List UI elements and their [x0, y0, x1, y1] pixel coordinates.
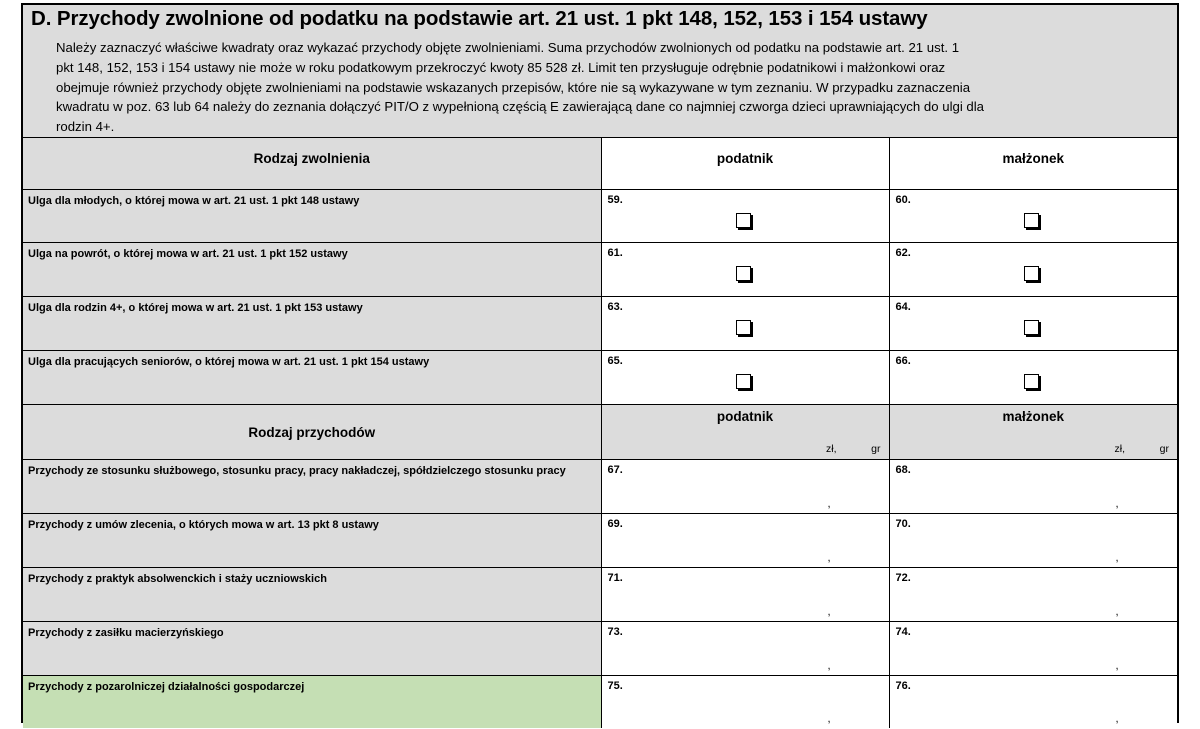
field-number: 62. [895, 247, 911, 259]
checkbox-62[interactable] [1024, 266, 1039, 281]
decimal-separator: , [827, 606, 831, 618]
income-label: Przychody ze stosunku służbowego, stosunku pracy, pracy nakładczej, spółdzielczego stosunku pracy [23, 460, 601, 514]
exemption-label: Ulga dla rodzin 4+, o której mowa w art. 21 ust. 1 pkt 153 ustawy [23, 297, 601, 351]
exemption-label: Ulga na powrót, o której mowa w art. 21 ust. 1 pkt 152 ustawy [23, 243, 601, 297]
checkbox-59[interactable] [736, 213, 751, 228]
incomes-header-row [23, 405, 1177, 460]
field-59 [601, 190, 889, 243]
section-d [21, 3, 1179, 723]
field-60 [889, 190, 1177, 243]
field-64 [889, 297, 1177, 351]
decimal-separator: , [827, 552, 831, 564]
description-line: Należy zaznaczyć właściwe kwadraty oraz wykazać przychody objęte zwolnieniami. Suma przychodów zwolnionych od podatku na podstawie art. 21 ust. 1 [56, 40, 960, 55]
spouse-header: małżonek [889, 138, 1177, 190]
spouse-header: małżonek zł, gr [889, 405, 1177, 460]
field-62 [889, 243, 1177, 297]
field-number: 68. [895, 464, 911, 476]
minor-currency-label: gr [1159, 443, 1169, 455]
income-type-header: Rodzaj przychodów [23, 405, 601, 460]
field-number: 67. [607, 464, 623, 476]
form-table [23, 137, 1177, 728]
decimal-separator: , [827, 498, 831, 510]
field-number: 69. [607, 518, 623, 530]
field-number: 60. [895, 194, 911, 206]
field-number: 72. [895, 572, 911, 584]
description-line: pkt 148, 152, 153 i 154 ustawy nie może w roku podatkowym przekroczyć kwoty 85 528 zł. Limit ten przysługuje odrębnie podatnikowi i małżonkowi oraz [56, 59, 946, 75]
minor-currency-label: gr [871, 443, 881, 455]
exemption-row [23, 351, 1177, 405]
checkbox-63[interactable] [736, 320, 751, 335]
decimal-separator: , [1115, 552, 1119, 564]
exemption-label: Ulga dla pracujących seniorów, o której mowa w art. 21 ust. 1 pkt 154 ustawy [23, 351, 601, 405]
checkbox-61[interactable] [736, 266, 751, 281]
field-number: 65. [607, 355, 623, 367]
checkbox-65[interactable] [736, 374, 751, 389]
field-61 [601, 243, 889, 297]
field-number: 76. [895, 680, 911, 692]
income-row [23, 514, 1177, 568]
amount-field-70[interactable] [889, 514, 1177, 568]
section-title: D. Przychody zwolnione od podatku na podstawie art. 21 ust. 1 pkt 148, 152, 153 i 154 ustawy [31, 7, 928, 30]
field-number: 71. [607, 572, 623, 584]
amount-field-72[interactable] [889, 568, 1177, 622]
description-line: rodzin 4+. [56, 119, 115, 135]
field-number: 59. [607, 194, 623, 206]
income-row [23, 676, 1177, 728]
field-number: 61. [607, 247, 623, 259]
decimal-separator: , [827, 712, 831, 725]
section-description [56, 38, 1156, 137]
field-number: 63. [607, 301, 623, 313]
field-number: 64. [895, 301, 911, 313]
amount-field-74[interactable] [889, 622, 1177, 676]
taxpayer-header: podatnik zł, gr [601, 405, 889, 460]
amount-field-75[interactable] [601, 676, 889, 728]
income-label: Przychody z umów zlecenia, o których mowa w art. 13 pkt 8 ustawy [23, 514, 601, 568]
income-row [23, 622, 1177, 676]
currency-label: zł, [826, 443, 837, 455]
exemption-label: Ulga dla młodych, o której mowa w art. 21 ust. 1 pkt 148 ustawy [23, 190, 601, 243]
field-63 [601, 297, 889, 351]
checkbox-60[interactable] [1024, 213, 1039, 228]
exemptions-header-row [23, 138, 1177, 190]
income-label: Przychody z pozarolniczej działalności gospodarczej [23, 676, 601, 728]
checkbox-64[interactable] [1024, 320, 1039, 335]
income-label: Przychody z praktyk absolwenckich i staży uczniowskich [23, 568, 601, 622]
decimal-separator: , [1115, 712, 1119, 725]
decimal-separator: , [1115, 606, 1119, 618]
currency-label: zł, [1114, 443, 1125, 455]
exemption-row [23, 297, 1177, 351]
field-66 [889, 351, 1177, 405]
income-row [23, 460, 1177, 514]
amount-field-67[interactable] [601, 460, 889, 514]
decimal-separator: , [827, 660, 831, 672]
amount-field-71[interactable] [601, 568, 889, 622]
income-label: Przychody z zasiłku macierzyńskiego [23, 622, 601, 676]
decimal-separator: , [1115, 660, 1119, 672]
amount-field-69[interactable] [601, 514, 889, 568]
taxpayer-header: podatnik [601, 138, 889, 190]
field-65 [601, 351, 889, 405]
field-number: 73. [607, 626, 623, 638]
amount-field-68[interactable] [889, 460, 1177, 514]
decimal-separator: , [1115, 498, 1119, 510]
field-number: 75. [607, 680, 623, 692]
description-line: obejmuje również przychody objęte zwolnieniami na podstawie wskazanych przepisów, które nie są wykazywane w tym zeznaniu. W przypadku zaznaczenia [56, 79, 971, 95]
checkbox-66[interactable] [1024, 374, 1039, 389]
exemption-type-header: Rodzaj zwolnienia [23, 138, 601, 190]
field-number: 66. [895, 355, 911, 367]
field-number: 70. [895, 518, 911, 530]
amount-field-76[interactable] [889, 676, 1177, 728]
amount-field-73[interactable] [601, 622, 889, 676]
description-line: kwadratu w poz. 63 lub 64 należy do zeznania dołączyć PIT/O z wypełnioną częścią E zawierającą dane co najmniej czworga dzieci uprawniających do ulgi dla [56, 99, 985, 115]
exemption-row [23, 243, 1177, 297]
exemption-row [23, 190, 1177, 243]
income-row [23, 568, 1177, 622]
section-header [23, 5, 1177, 137]
field-number: 74. [895, 626, 911, 638]
